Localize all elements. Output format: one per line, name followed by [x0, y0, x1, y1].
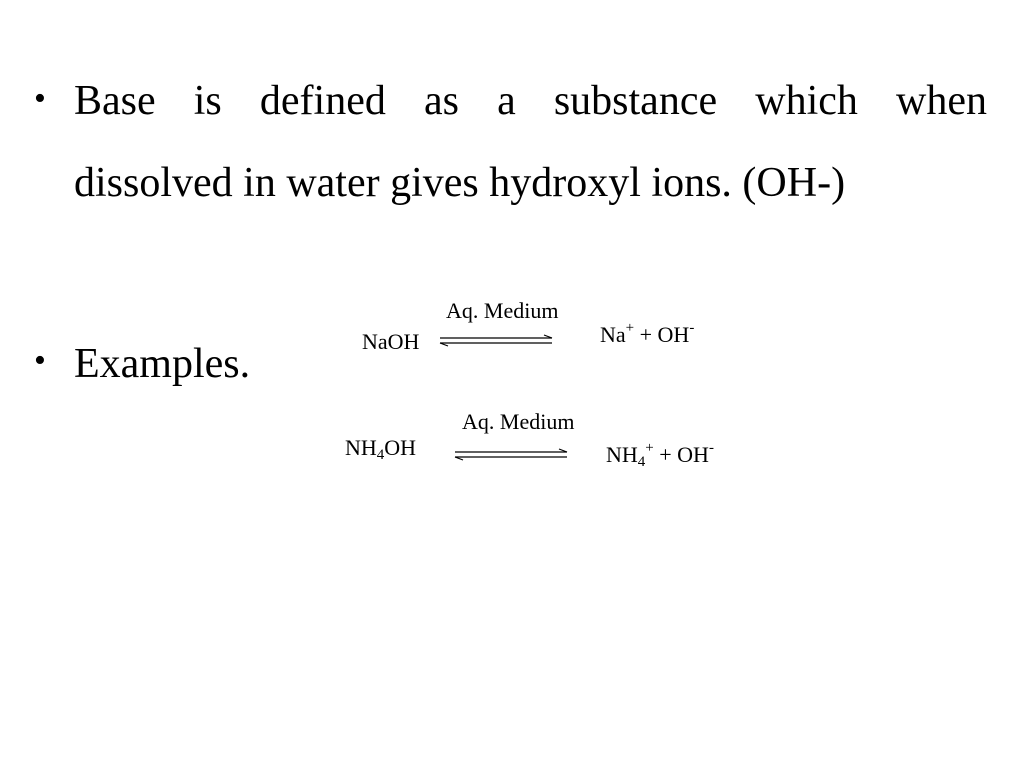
cation-subscript: 4: [637, 454, 646, 470]
reaction-1-products: [600, 320, 695, 347]
definition-word: substance: [553, 78, 718, 124]
cation-charge: +: [625, 320, 635, 336]
equilibrium-arrow-1: [438, 335, 554, 347]
reaction-1-reactant: NaOH: [362, 329, 420, 354]
definition-line-1: [74, 80, 987, 122]
bullet-dot-definition: •: [34, 80, 46, 117]
definition-word: which: [755, 78, 858, 124]
definition-word: as: [423, 78, 459, 124]
definition-word: is: [193, 78, 222, 124]
product-anion: OH: [677, 442, 709, 467]
definition-line-2: dissolved in water gives hydroxyl ions. (OH-): [74, 160, 846, 206]
bullet-dot-examples: •: [34, 342, 46, 379]
anion-charge: -: [708, 440, 714, 456]
reaction-2-reactant: [345, 435, 417, 463]
anion-charge: -: [689, 320, 695, 336]
reactant-part-a: NH: [345, 435, 377, 460]
definition-word: a: [497, 78, 516, 124]
plus-sign: +: [634, 322, 658, 347]
reaction-2-products: [606, 440, 714, 470]
definition-word: defined: [259, 78, 386, 124]
product-cation: Na: [600, 322, 626, 347]
product-anion: OH: [657, 322, 690, 347]
plus-sign: +: [653, 442, 678, 467]
definition-word: when: [896, 78, 987, 124]
examples-label: Examples.: [74, 341, 251, 387]
reactant-subscript: 4: [376, 447, 385, 463]
cation-charge: +: [645, 440, 654, 456]
reaction-2-condition: Aq. Medium: [462, 409, 575, 434]
product-cation: NH: [606, 442, 638, 467]
equilibrium-arrow-2: [453, 449, 569, 461]
reactant-part-b: OH: [384, 435, 417, 460]
reaction-1-condition: Aq. Medium: [446, 298, 559, 323]
definition-word: Base: [74, 78, 156, 124]
